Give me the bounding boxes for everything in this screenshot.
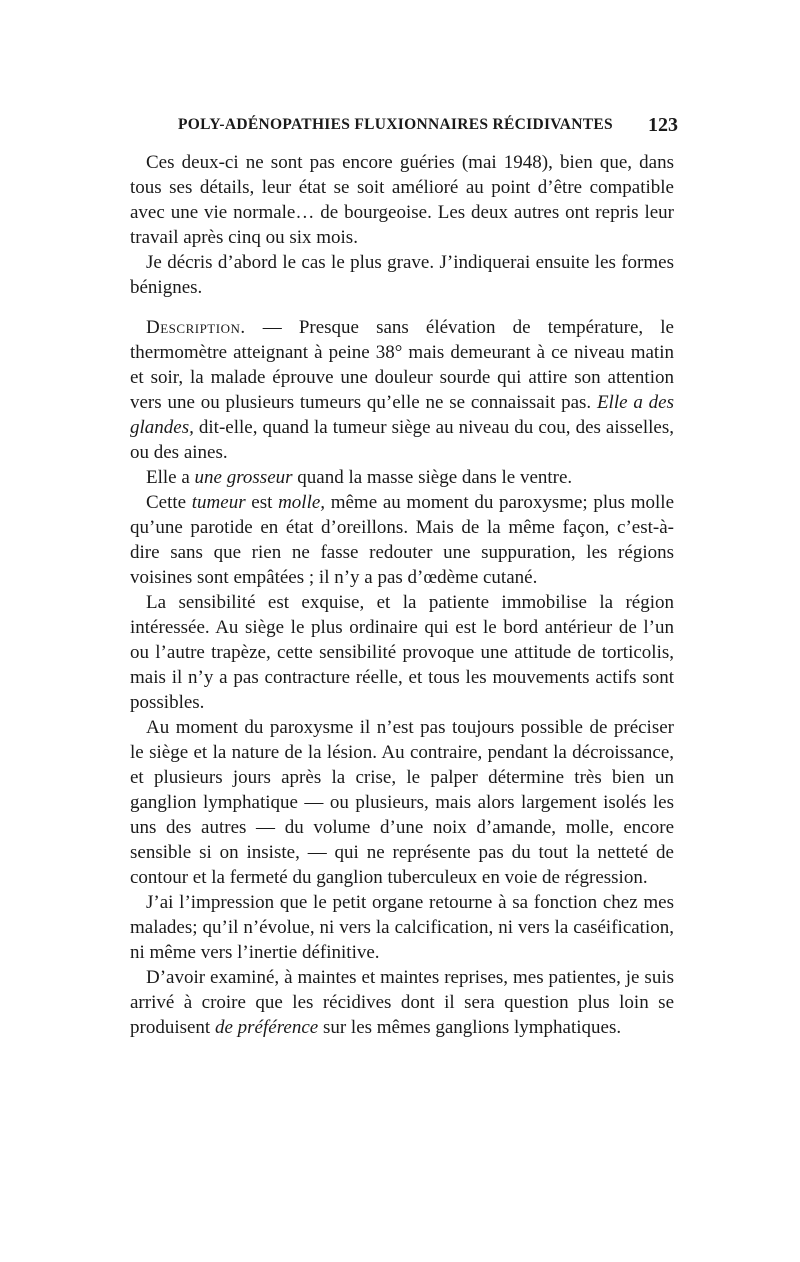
paragraph-6-text: La sensibilité est exquise, et la patiente immobilise la région intéressée. Au siège le plus ordinaire qui est le bord antérieur de l’un ou l’autre trapèze, cette sensibilité provoque une attitude de torticolis, mais il n’y a pas contracture réelle, et tous les mouvements actifs sont possibles. xyxy=(130,592,674,713)
paragraph-5-text-2: est xyxy=(245,492,279,513)
paragraph-7-text: Au moment du paroxysme il n’est pas toujours possible de préciser le siège et la nature de la lésion. Au contraire, pendant la décroissance, et plusieurs jours après la crise, le palper détermine très bien un ganglion lymphatique — ou plusieurs, mais alors largement isolés les uns des autres — du volume d’une noix d’amande, molle, encore sensible si on insiste, — qui ne représente pas du tout la netteté de contour et la fermeté du ganglion tuberculeux en voie de régression. xyxy=(130,717,674,888)
paragraph-6 xyxy=(130,590,674,715)
paragraph-7 xyxy=(130,715,674,890)
running-title: POLY-ADÉNOPATHIES FLUXIONNAIRES RÉCIDIVANTES xyxy=(178,116,613,133)
page-number: 123 xyxy=(648,114,678,136)
paragraph-description xyxy=(130,315,674,465)
paragraph-9-text-2: sur les mêmes ganglions lymphatiques. xyxy=(318,1017,622,1038)
paragraph-5-text-3: même au moment du paroxysme; plus molle qu’une parotide en état d’oreillons. Mais de la même façon, c’est-à-dire sans que rien ne fasse redouter une suppuration, les régions voisines sont empâtées ; il n’y a pas d’œdème cutané. xyxy=(130,492,674,588)
paragraph-4-text-2: quand la masse siège dans le ventre. xyxy=(292,467,573,488)
paragraph-5 xyxy=(130,490,674,590)
paragraph-8-text: J’ai l’impression que le petit organe retourne à sa fonction chez mes malades; qu’il n’évolue, ni vers la calcification, ni vers la caséification, ni même vers l’inertie définitive. xyxy=(130,892,674,963)
paragraph-4-text: Elle a xyxy=(146,467,195,488)
paragraph-4-italic: une grosseur xyxy=(194,467,293,488)
paragraph-3-text: — Presque sans élévation de température, le thermomètre atteignant à peine 38° mais demeurant à ce niveau matin et soir, la malade éprouve une douleur sourde qui attire son attention vers une ou plusieurs tumeurs qu’elle ne se connaissait pas. xyxy=(130,317,674,413)
paragraph-9-italic: de préférence xyxy=(214,1017,319,1038)
paragraph-3-italic: Elle a des glandes, xyxy=(130,392,674,438)
paragraph-1 xyxy=(130,150,674,250)
paragraph-5-italic: tumeur xyxy=(191,492,246,513)
paragraph-4 xyxy=(130,465,674,490)
running-head xyxy=(178,114,678,140)
paragraph-1-text: Ces deux-ci ne sont pas encore guéries (mai 1948), bien que, dans tous ses détails, leur état se soit amélioré au point d’être compatible avec une vie normale… de bourgeoise. Les deux autres ont repris leur travail après cinq ou six mois. xyxy=(130,152,674,248)
paragraph-2 xyxy=(130,250,674,300)
paragraph-3-text-2: dit-elle, quand la tumeur siège au niveau du cou, des aisselles, ou des aines. xyxy=(130,417,674,463)
paragraph-5-text: Cette xyxy=(146,492,192,513)
paragraph-9 xyxy=(130,965,674,1040)
section-lead-description: Description. xyxy=(146,317,246,338)
paragraph-9-text: D’avoir examiné, à maintes et maintes reprises, mes patientes, je suis arrivé à croire que les récidives dont il sera question plus loin se produisent xyxy=(130,967,674,1038)
paragraph-8 xyxy=(130,890,674,965)
body-text xyxy=(130,150,674,1040)
paragraph-5-italic-2: molle, xyxy=(278,492,326,513)
paragraph-2-text: Je décris d’abord le cas le plus grave. J’indiquerai ensuite les formes bénignes. xyxy=(130,252,674,298)
